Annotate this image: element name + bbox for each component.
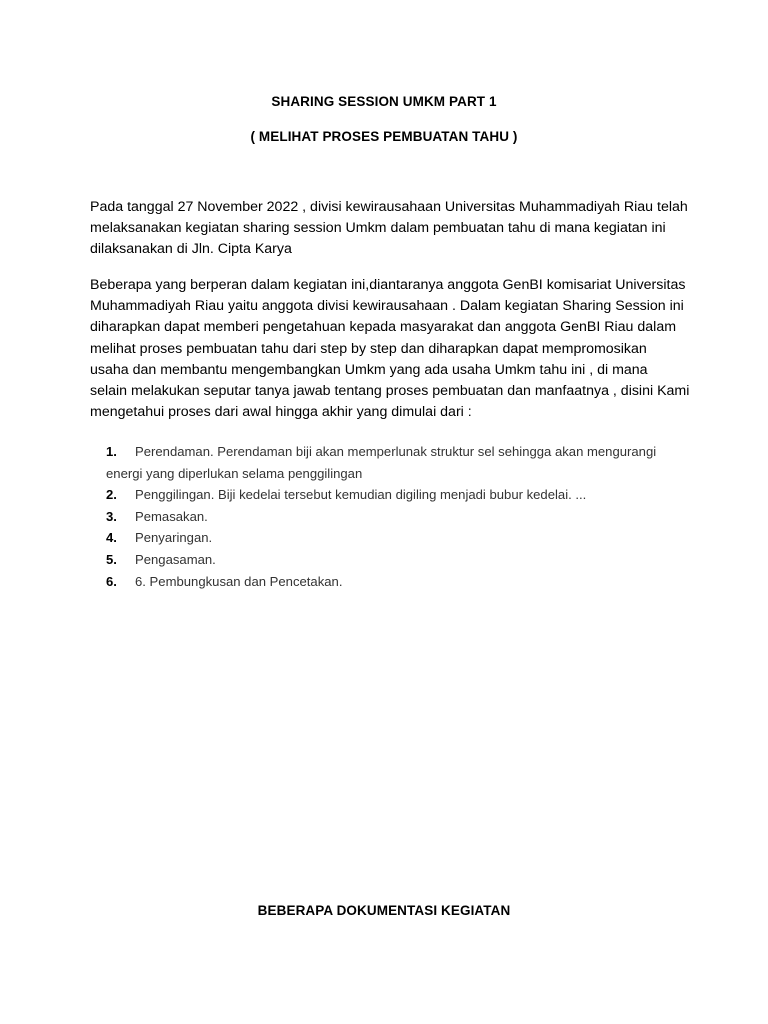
paragraph-intro (90, 197, 690, 261)
section-heading-documentation: BEBERAPA DOKUMENTASI KEGIATAN (257, 903, 511, 918)
list-item-number: 4. (106, 530, 117, 546)
list-item-text: 6. Pembungkusan dan Pencetakan. (135, 573, 343, 589)
paragraph-line: selain melakukan seputar tanya jawab tentang proses pembuatan dan manfaatnya , disini Kami (90, 383, 690, 400)
paragraph-line: mengetahui proses dari awal hingga akhir yang dimulai dari : (90, 404, 472, 421)
paragraph-line: Pada tanggal 27 November 2022 , divisi kewirausahaan Universitas Muhammadiyah Riau telah (90, 199, 688, 215)
list-item-text: Penggilingan. Biji kedelai tersebut kemudian digiling menjadi bubur kedelai. ... (135, 487, 587, 503)
list-item-number: 3. (106, 508, 117, 524)
list-item-text: Perendaman. Perendaman biji akan memperlunak struktur sel sehingga akan mengurangi (135, 444, 657, 459)
list-item (106, 549, 706, 571)
list-item (106, 527, 706, 549)
list-item (106, 441, 706, 484)
list-item-number: 2. (106, 487, 117, 503)
paragraph-line: melaksanakan kegiatan sharing session Umkm dalam pembuatan tahu di mana kegiatan ini (90, 220, 666, 237)
list-item-text: Pemasakan. (135, 508, 208, 524)
list-item-number: 1. (106, 444, 117, 459)
paragraph-line: Beberapa yang berperan dalam kegiatan ini,diantaranya anggota GenBI komisariat Universitas (90, 277, 686, 293)
document-subtitle: ( MELIHAT PROSES PEMBUATAN TAHU ) (250, 129, 518, 144)
list-item-text: Penyaringan. (135, 530, 213, 546)
list-item-text-continued: energi yang diperlukan selama penggilingan (106, 465, 363, 481)
list-item-number: 5. (106, 551, 117, 567)
paragraph-participants (90, 275, 690, 423)
paragraph-line: usaha dan membantu mengembangkan Umkm yang ada usaha Umkm tahu ini , di mana (90, 361, 648, 378)
document-title: SHARING SESSION UMKM PART 1 (271, 94, 497, 109)
list-item-number: 6. (106, 573, 117, 589)
list-item (106, 484, 706, 506)
list-item-text: Pengasaman. (135, 551, 216, 567)
process-steps-list (106, 441, 706, 592)
list-item (106, 571, 706, 593)
paragraph-line: melihat proses pembuatan tahu dari step by step dan diharapkan dapat mempromosikan (90, 340, 647, 357)
paragraph-line: diharapkan dapat memberi pengetahuan kepada masyarakat dan anggota GenBI Riau dalam (90, 319, 677, 336)
list-item (106, 506, 706, 528)
paragraph-line: Muhammadiyah Riau yaitu anggota divisi kewirausahaan . Dalam kegiatan Sharing Session ini (90, 298, 684, 315)
paragraph-line: dilaksanakan di Jln. Cipta Karya (90, 241, 292, 258)
